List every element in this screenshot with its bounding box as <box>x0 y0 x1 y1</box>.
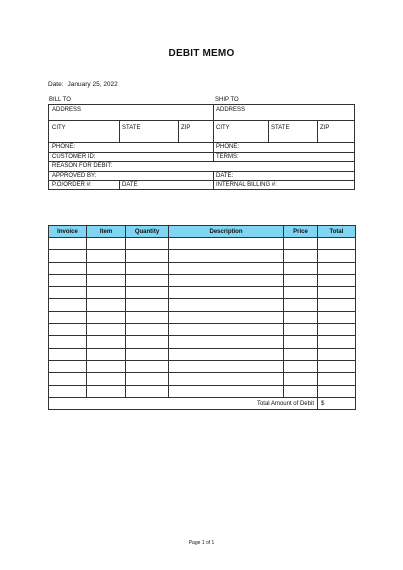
table-cell[interactable] <box>169 373 284 385</box>
table-cell[interactable] <box>318 250 356 262</box>
table-row <box>49 274 356 286</box>
col-item: Item <box>87 226 126 238</box>
col-quantity: Quantity <box>126 226 169 238</box>
table-cell[interactable] <box>87 250 126 262</box>
table-cell[interactable] <box>87 385 126 397</box>
table-cell[interactable] <box>126 373 169 385</box>
internal-billing-field[interactable]: INTERNAL BILLING #: <box>216 182 277 188</box>
memo-date <box>48 81 118 88</box>
table-cell[interactable] <box>284 360 318 372</box>
table-cell[interactable] <box>169 336 284 348</box>
bill-state[interactable]: STATE <box>122 125 141 131</box>
reason-for-debit-field[interactable]: REASON FOR DEBIT: <box>52 163 113 169</box>
items-table <box>48 225 356 410</box>
table-cell[interactable] <box>169 360 284 372</box>
table-cell[interactable] <box>284 287 318 299</box>
table-row <box>49 348 356 360</box>
table-cell[interactable] <box>169 299 284 311</box>
table-cell[interactable] <box>284 385 318 397</box>
col-price: Price <box>284 226 318 238</box>
table-cell[interactable] <box>284 250 318 262</box>
table-cell[interactable] <box>318 274 356 286</box>
table-cell[interactable] <box>318 299 356 311</box>
col-invoice: Invoice <box>49 226 87 238</box>
table-cell[interactable] <box>49 360 87 372</box>
table-cell[interactable] <box>169 238 284 250</box>
table-cell[interactable] <box>318 348 356 360</box>
table-row <box>49 311 356 323</box>
table-cell[interactable] <box>49 348 87 360</box>
table-cell[interactable] <box>87 287 126 299</box>
table-cell[interactable] <box>87 299 126 311</box>
col-total: Total <box>318 226 356 238</box>
table-row <box>49 262 356 274</box>
table-row <box>49 250 356 262</box>
table-cell[interactable] <box>126 274 169 286</box>
table-cell[interactable] <box>284 262 318 274</box>
table-cell[interactable] <box>284 348 318 360</box>
table-cell[interactable] <box>284 299 318 311</box>
table-cell[interactable] <box>126 238 169 250</box>
table-cell[interactable] <box>126 336 169 348</box>
date-value: January 25, 2022 <box>67 81 118 88</box>
table-cell[interactable] <box>284 311 318 323</box>
col-description: Description <box>169 226 284 238</box>
table-cell[interactable] <box>284 324 318 336</box>
table-cell[interactable] <box>318 360 356 372</box>
ship-city[interactable]: CITY <box>216 125 230 131</box>
ship-address[interactable]: ADDRESS <box>216 107 246 113</box>
table-row <box>49 238 356 250</box>
table-row <box>49 385 356 397</box>
table-cell[interactable] <box>318 311 356 323</box>
table-cell[interactable] <box>126 287 169 299</box>
ship-to-heading: SHIP TO <box>215 97 239 103</box>
table-cell[interactable] <box>318 385 356 397</box>
table-cell[interactable] <box>169 385 284 397</box>
table-cell[interactable] <box>49 373 87 385</box>
table-cell[interactable] <box>49 385 87 397</box>
table-row <box>49 287 356 299</box>
table-cell[interactable] <box>49 262 87 274</box>
table-row <box>49 324 356 336</box>
table-cell[interactable] <box>318 373 356 385</box>
table-cell[interactable] <box>126 348 169 360</box>
table-cell[interactable] <box>126 250 169 262</box>
bill-city[interactable]: CITY <box>52 125 66 131</box>
table-cell[interactable] <box>49 299 87 311</box>
table-cell[interactable] <box>126 311 169 323</box>
table-cell[interactable] <box>87 311 126 323</box>
ship-zip[interactable]: ZIP <box>320 125 330 131</box>
table-cell[interactable] <box>284 274 318 286</box>
items-header-row <box>49 226 356 238</box>
bill-address[interactable]: ADDRESS <box>52 107 82 113</box>
total-amount-label: Total Amount of Debit <box>49 397 318 409</box>
table-cell[interactable] <box>284 336 318 348</box>
table-cell[interactable] <box>87 274 126 286</box>
table-cell[interactable] <box>87 373 126 385</box>
table-cell[interactable] <box>87 360 126 372</box>
table-cell[interactable] <box>169 262 284 274</box>
table-cell[interactable] <box>49 238 87 250</box>
customer-id-field[interactable]: CUSTOMER ID: <box>52 153 96 160</box>
table-cell[interactable] <box>318 262 356 274</box>
date-label: Date: <box>48 81 64 88</box>
table-row <box>49 299 356 311</box>
table-cell[interactable] <box>87 336 126 348</box>
bill-phone[interactable]: PHONE: <box>52 144 76 150</box>
bill-to-heading: BILL TO <box>49 97 71 103</box>
table-cell[interactable] <box>126 360 169 372</box>
table-cell[interactable] <box>284 373 318 385</box>
table-cell[interactable] <box>318 238 356 250</box>
table-cell[interactable] <box>169 250 284 262</box>
table-cell[interactable] <box>87 262 126 274</box>
table-cell[interactable] <box>169 287 284 299</box>
terms-field[interactable]: TERMS: <box>216 153 239 160</box>
table-cell[interactable] <box>169 274 284 286</box>
table-cell[interactable] <box>87 348 126 360</box>
table-cell[interactable] <box>49 274 87 286</box>
table-cell[interactable] <box>284 238 318 250</box>
table-cell[interactable] <box>318 287 356 299</box>
table-cell[interactable] <box>169 348 284 360</box>
table-cell[interactable] <box>49 336 87 348</box>
table-cell[interactable] <box>87 324 126 336</box>
table-cell[interactable] <box>49 311 87 323</box>
ship-phone[interactable]: PHONE: <box>216 144 240 150</box>
bill-zip[interactable]: ZIP <box>181 125 191 131</box>
bill-ship-table <box>48 104 355 190</box>
document-title: DEBIT MEMO <box>168 48 235 59</box>
table-cell[interactable] <box>318 336 356 348</box>
total-amount-value[interactable]: $ <box>318 397 356 409</box>
table-cell[interactable] <box>318 324 356 336</box>
table-row <box>49 360 356 372</box>
ship-date-field[interactable]: DATE: <box>216 172 234 179</box>
po-date-field[interactable]: DATE <box>122 182 138 188</box>
table-row <box>49 336 356 348</box>
approved-by-field[interactable]: APPROVED BY: <box>52 172 97 179</box>
table-cell[interactable] <box>49 324 87 336</box>
ship-state[interactable]: STATE <box>271 125 290 131</box>
po-order-field[interactable]: P.O/ORDER #: <box>52 182 92 188</box>
table-cell[interactable] <box>169 324 284 336</box>
table-cell[interactable] <box>126 299 169 311</box>
table-cell[interactable] <box>169 311 284 323</box>
total-row <box>49 397 356 409</box>
table-row <box>49 373 356 385</box>
table-cell[interactable] <box>126 262 169 274</box>
page-number: Page 1 of 1 <box>188 540 215 546</box>
table-cell[interactable] <box>49 287 87 299</box>
table-cell[interactable] <box>49 250 87 262</box>
table-cell[interactable] <box>87 238 126 250</box>
table-cell[interactable] <box>126 324 169 336</box>
table-cell[interactable] <box>126 385 169 397</box>
